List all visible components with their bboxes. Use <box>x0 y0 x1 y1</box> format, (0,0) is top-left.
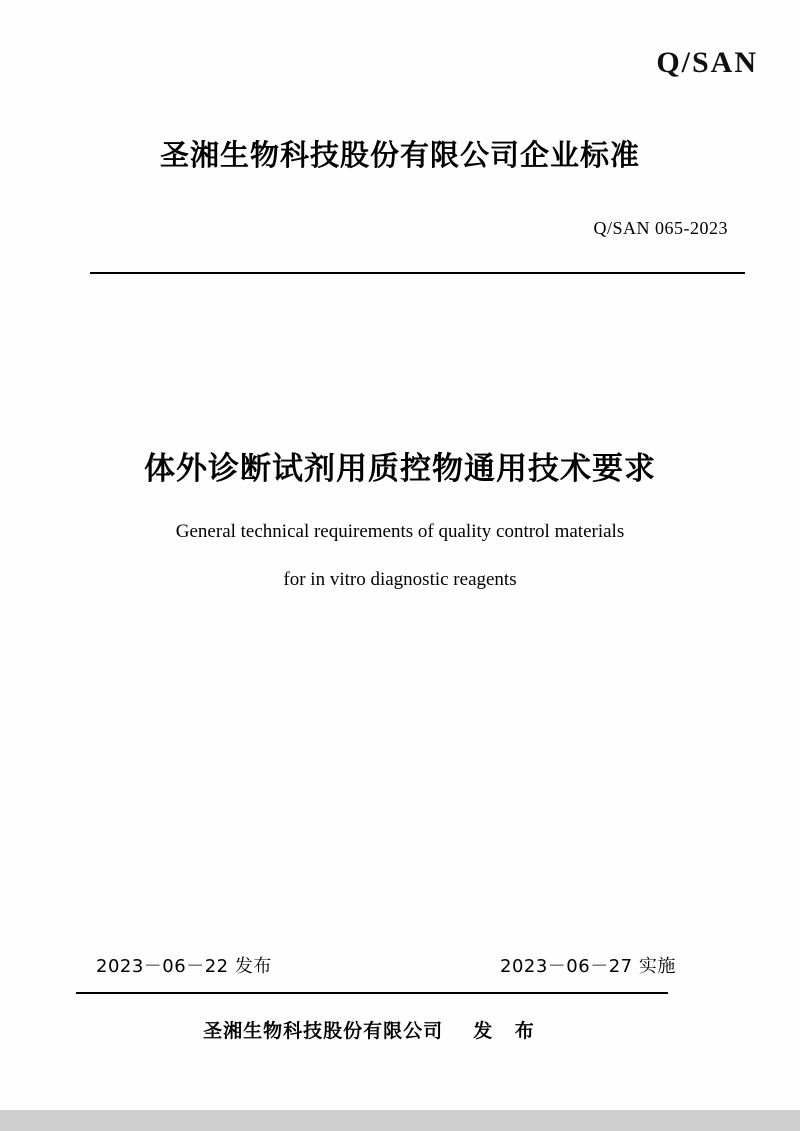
page-title: 体外诊断试剂用质控物通用技术要求 <box>144 451 656 487</box>
page-subtitle-line1: General technical requirements of quality control materials <box>175 521 625 542</box>
footer-divider <box>76 992 668 994</box>
publisher-verb: 发 布 <box>473 1020 542 1042</box>
standard-number: Q/SAN 065-2023 <box>593 218 728 238</box>
effective-date: 2023－06－27 实施 <box>500 956 676 977</box>
page-subtitle-line2: for in vitro diagnostic reagents <box>283 569 517 590</box>
publisher-line <box>0 1016 745 1043</box>
header-divider <box>90 272 745 274</box>
page-edge <box>0 1110 800 1131</box>
issue-date: 2023－06－22 发布 <box>96 956 272 977</box>
company-logo: Q/SAN <box>656 46 758 79</box>
publisher-name: 圣湘生物科技股份有限公司 <box>203 1020 444 1042</box>
standard-heading: 圣湘生物科技股份有限公司企业标准 <box>159 138 640 172</box>
